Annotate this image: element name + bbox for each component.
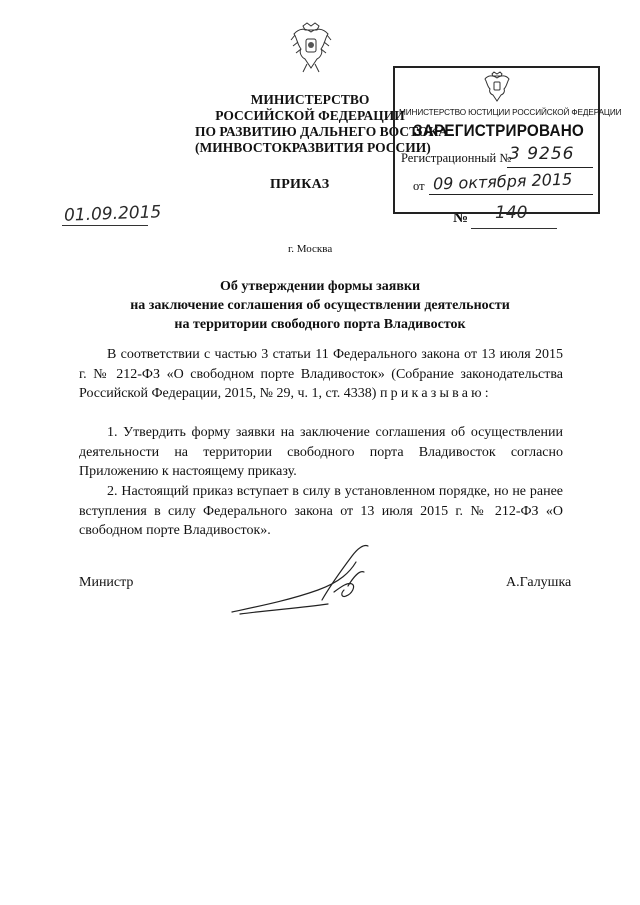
title-line: Об утверждении формы заявки — [219, 279, 421, 294]
paragraph-preamble — [79, 345, 563, 404]
paragraph-item-2: 2. Настоящий приказ вступает в силу в установленном порядке, но не ранее вступления в силу Федерального закона от 13 июля 2015 г. № 212-ФЗ «О свободном порте Владивосток». — [79, 484, 563, 538]
stamp-date-handwritten: 09 октября 2015 — [432, 169, 573, 194]
date-underline — [62, 225, 148, 226]
title-line: на заключение соглашения об осуществлении деятельности — [130, 298, 510, 313]
order-number-handwritten: 140 — [495, 203, 528, 223]
ministry-line: РОССИЙСКОЙ ФЕДЕРАЦИИ — [215, 108, 405, 123]
signatory-name: А.Галушка — [506, 575, 572, 590]
ministry-line: МИНИСТЕРСТВО — [250, 92, 370, 107]
document-title — [90, 277, 550, 334]
ministry-line: (МИНВОСТОКРАЗВИТИЯ РОССИИ) — [195, 140, 431, 155]
registration-stamp — [393, 66, 622, 214]
stamp-date-underline — [429, 194, 593, 195]
handwritten-signature — [230, 542, 380, 620]
number-underline — [471, 228, 557, 229]
stamp-regnum-label: Регистрационный № — [401, 151, 512, 165]
signatory-position: Министр — [79, 575, 134, 590]
stamp-ministry-label: МИНИСТЕРСТВО ЮСТИЦИИ РОССИЙСКОЙ ФЕДЕРАЦИИ — [399, 108, 622, 117]
order-number-label: № — [453, 210, 469, 226]
order-date-handwritten: 01.09.2015 — [63, 202, 162, 226]
stamp-regnum-underline — [507, 167, 593, 168]
ministry-heading — [195, 92, 448, 156]
city-label: г. Москва — [288, 243, 333, 255]
title-line: на территории свободного порта Владивосток — [174, 317, 466, 332]
ministry-line: ПО РАЗВИТИЮ ДАЛЬНЕГО ВОСТОКА — [195, 124, 448, 139]
coat-of-arms-emblem-icon — [289, 22, 333, 74]
stamp-registered-label: ЗАРЕГИСТРИРОВАНО — [413, 121, 585, 140]
paragraph-item-1: 1. Утвердить форму заявки на заключение соглашения об осуществлении деятельности на территории свободного порта Владивосток согласно Приложению к настоящему приказу. — [79, 425, 563, 479]
stamp-regnum-handwritten: 3 9256 — [509, 144, 575, 164]
order-word: приказываю: — [379, 386, 492, 401]
stamp-emblem-icon — [482, 71, 512, 105]
stamp-date-label: от — [413, 179, 425, 193]
preamble-text: В соответствии с частью 3 статьи 11 Федерального закона от 13 июля 2015 г. № 212-ФЗ «О свободном порте Владивосток» (Собрание законодательства Российской Федерации, 2015, № 29, ч. 1, ст. 4338) — [79, 347, 563, 401]
order-title: ПРИКАЗ — [270, 177, 330, 192]
